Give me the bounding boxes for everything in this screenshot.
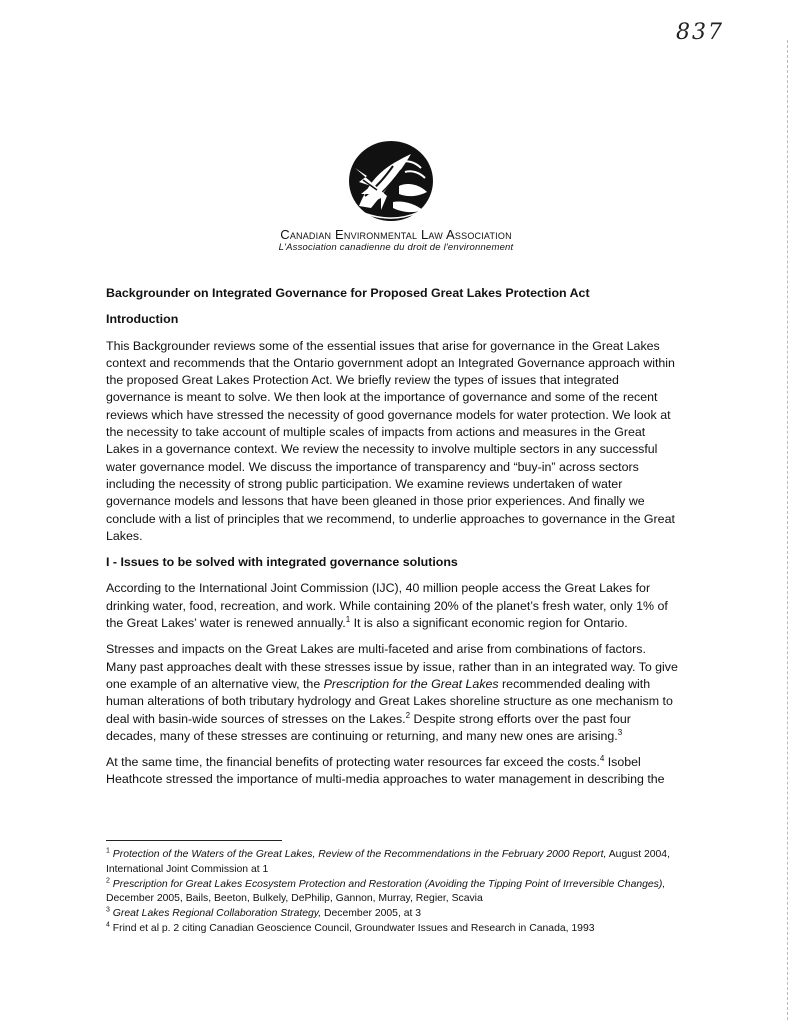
footnote-text: December 2005, at 3 [321, 908, 422, 920]
paragraph-benefits [106, 754, 678, 789]
footnote-number: 3 [106, 906, 110, 914]
footnote-item [106, 878, 678, 908]
footnote-number: 2 [106, 877, 110, 885]
footnote-text: August 2004, International Joint Commission at 1 [106, 849, 670, 875]
cela-logo-icon [341, 136, 439, 226]
scan-edge [785, 40, 788, 1020]
paragraph-ijc [106, 580, 678, 632]
section-1-heading: I - Issues to be solved with integrated governance solutions [106, 555, 458, 570]
paragraph-stresses [106, 641, 678, 745]
footnote-ref-2: 2 [405, 710, 411, 720]
paragraph-ijc-tail: It is also a significant economic region for Ontario. [350, 616, 628, 631]
footnote-italic: Prescription for Great Lakes Ecosystem Protection and Restoration (Avoiding the Tipping Point of Irreversible Changes), [112, 878, 666, 890]
paragraph-benefits-b: Isobel Heathcote stressed the importance of multi-media approaches to water management in describing the [106, 755, 665, 787]
footnote-text: December 2005, Bails, Beeton, Bulkely, DePhilip, Gannon, Murray, Regier, Scavia [106, 893, 483, 905]
paragraph-benefits-a: At the same time, the financial benefits of protecting water resources far exceed the costs. [106, 755, 600, 770]
footnote-ref-3: 3 [617, 727, 623, 737]
footnote-number: 4 [106, 921, 110, 929]
footnote-ref-1: 1 [345, 614, 351, 624]
paragraph-stresses-a: Stresses and impacts on the Great Lakes are multi-faceted and arise from combinations of factors. Many past approaches dealt with these stresses issue by issue, rather than in an integrated way. To give one example of an alternative view, the [106, 642, 678, 691]
footnotes [106, 848, 678, 937]
document-title: Backgrounder on Integrated Governance for Proposed Great Lakes Protection Act [106, 286, 590, 300]
footnote-number: 1 [106, 847, 110, 855]
org-name-french: L'Association canadienne du droit de l'environnement [278, 242, 514, 253]
handwritten-page-number: 837 [676, 20, 724, 45]
footnote-item [106, 907, 678, 922]
paragraph-stresses-b: recommended dealing with human alterations of both tributary hydrology and Great Lakes shoreline structure as one mechanism to deal with basin-wide sources of stresses on the Lakes. [106, 676, 673, 726]
footnote-italic: Great Lakes Regional Collaboration Strategy, [112, 908, 322, 920]
paragraph-stresses-c: Despite strong efforts over the past four decades, many of these stresses are continuing or returning, and many new ones are arising. [106, 711, 631, 743]
paragraph-ijc-text: According to the International Joint Commission (IJC), 40 million people access the Great Lakes for drinking water, food, recreation, and work. While containing 20% of the planet’s fresh water, only 1% of the Great Lakes’ water is renewed annually. [106, 581, 668, 631]
footnote-text: Frind et al p. 2 citing Canadian Geoscience Council, Groundwater Issues and Research in Canada, 1993 [112, 922, 595, 934]
intro-paragraph: This Backgrounder reviews some of the essential issues that arise for governance in the Great Lakes context and recommends that the Ontario government adopt an Integrated Governance approach within the proposed Great Lakes Protection Act. We briefly review the types of issues that integrated governance is meant to solve. We then look at the importance of governance and some of the recent reviews which have stressed the necessity of good governance models for water protection. We look at the necessity to take account of multiple scales of impacts from actions and measures in the Great Lakes in a governance context. We review the necessity to involve multiple sectors in any successful water governance model. We discuss the importance of transparency and “buy-in” across sectors including the necessity of strong public participation. We examine reviews undertaken of water governance models and lessons that have been gleaned in those prior experiences. And finally we conclude with a list of principles that we recommend, to underlie approaches to governance in the Great Lakes. [106, 338, 675, 543]
paragraph-stresses-italic: Prescription for the Great Lakes [323, 676, 499, 691]
document-body [106, 285, 678, 798]
footnote-item [106, 848, 678, 878]
org-name-english: Canadian Environmental Law Association [280, 227, 512, 242]
footnote-ref-4: 4 [599, 754, 605, 763]
intro-heading: Introduction [106, 312, 179, 327]
footnote-italic: Protection of the Waters of the Great Lakes, Review of the Recommendations in the February 2000 Report, [112, 849, 607, 860]
footnote-item [106, 922, 678, 937]
footnote-divider [106, 840, 282, 841]
